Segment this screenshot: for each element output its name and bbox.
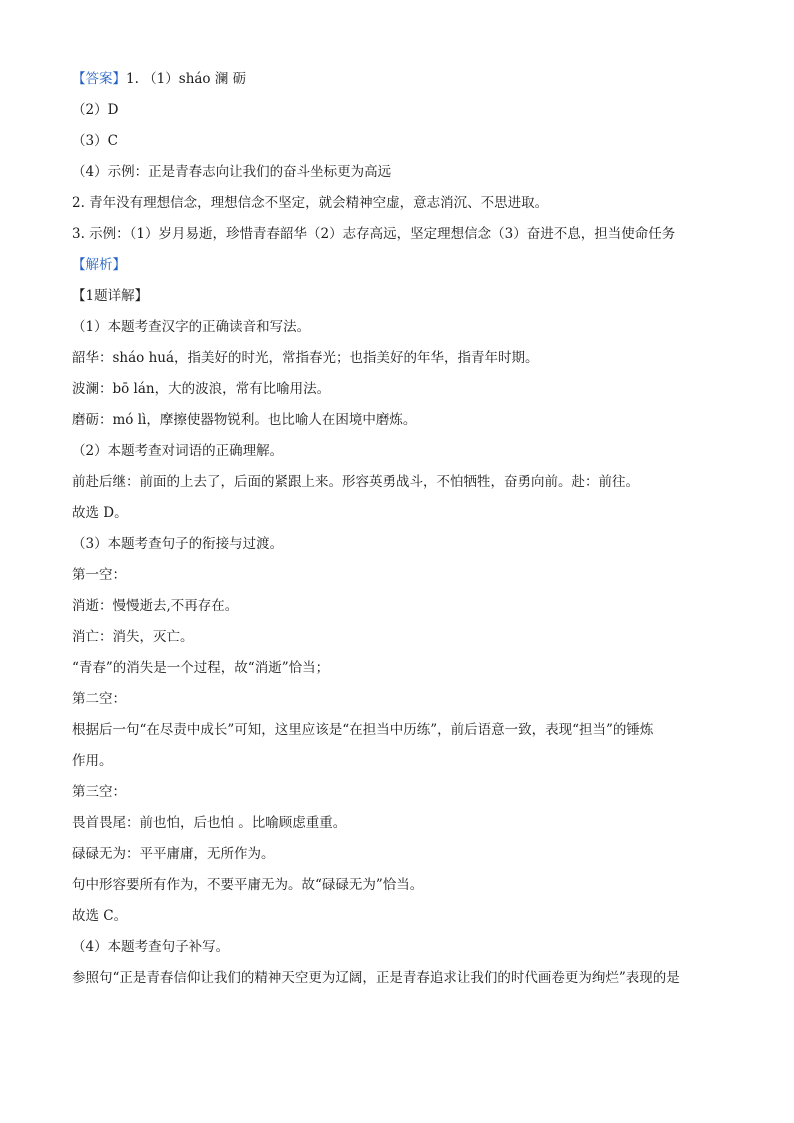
term-moli: 磨砺：mó lì，摩擦使器物锐利。也比喻人在困境中磨炼。 bbox=[72, 412, 417, 428]
answer-1-4: （4）示例：正是青春志向让我们的奋斗坐标更为高远 bbox=[72, 164, 392, 180]
blank-2-reasoning-cont: 作用。 bbox=[72, 753, 113, 769]
reference-sentence: 参照句“正是青春信仰让我们的精神天空更为辽阔，正是青春追求让我们的时代画卷更为绚烂”表现的是 bbox=[72, 970, 680, 986]
choice-c: 故选 C。 bbox=[72, 908, 128, 924]
choice-d: 故选 D。 bbox=[72, 505, 128, 521]
answer-1-3: （3）C bbox=[72, 133, 118, 149]
term-weishouweiwei: 畏首畏尾：前也怕，后也怕 。比喻顾虑重重。 bbox=[72, 815, 347, 831]
term-bolan: 波澜：bō lán，大的波浪，常有比喻用法。 bbox=[72, 381, 331, 397]
answer-2: 2. 青年没有理想信念，理想信念不坚定，就会精神空虚，意志消沉、不思进取。 bbox=[72, 195, 549, 211]
q1-part4-intro: （4）本题考查句子补写。 bbox=[72, 939, 230, 955]
term-luluwuwei: 碌碌无为：平平庸庸，无所作为。 bbox=[72, 846, 275, 862]
term-xiaowang: 消亡：消失，灭亡。 bbox=[72, 629, 194, 645]
q1-part3-intro: （3）本题考查句子的衔接与过渡。 bbox=[72, 536, 284, 552]
blank-2-heading: 第二空： bbox=[72, 691, 126, 707]
answer-1-2: （2）D bbox=[72, 102, 119, 118]
term-qianfuhouji: 前赴后继：前面的上去了，后面的紧跟上来。形容英勇战斗，不怕牺牲，奋勇向前。赴：前往。 bbox=[72, 474, 639, 490]
answer-1-1: 1. （1）sháo 澜 砺 bbox=[126, 71, 247, 87]
blank-1-conclusion: “青春”的消失是一个过程，故“消逝”恰当； bbox=[72, 660, 330, 676]
blank-3-heading: 第三空： bbox=[72, 784, 126, 800]
q1-part1-intro: （1）本题考查汉字的正确读音和写法。 bbox=[72, 319, 311, 335]
blank-3-conclusion: 句中形容要所有作为，不要平庸无为。故“碌碌无为”恰当。 bbox=[72, 877, 424, 893]
blank-2-reasoning: 根据后一句“在尽责中成长”可知，这里应该是“在担当中历练”，前后语意一致，表现“担当”的锤炼 bbox=[72, 722, 654, 738]
q1-detail-heading: 【1题详解】 bbox=[72, 288, 149, 304]
term-xiaoshi: 消逝：慢慢逝去,不再存在。 bbox=[72, 598, 239, 614]
q1-part2-intro: （2）本题考查对词语的正确理解。 bbox=[72, 443, 284, 459]
document-page bbox=[72, 64, 732, 994]
analysis-tag: 【解析】 bbox=[72, 257, 126, 273]
answer-3: 3. 示例：（1）岁月易逝，珍惜青春韶华（2）志存高远，坚定理想信念（3）奋进不息，担当使命任务 bbox=[72, 226, 676, 242]
answer-tag: 【答案】 bbox=[72, 71, 126, 87]
answer-heading-line bbox=[72, 64, 732, 95]
blank-1-heading: 第一空： bbox=[72, 567, 126, 583]
term-shaohua: 韶华：sháo huá，指美好的时光，常指春光；也指美好的年华，指青年时期。 bbox=[72, 350, 539, 366]
